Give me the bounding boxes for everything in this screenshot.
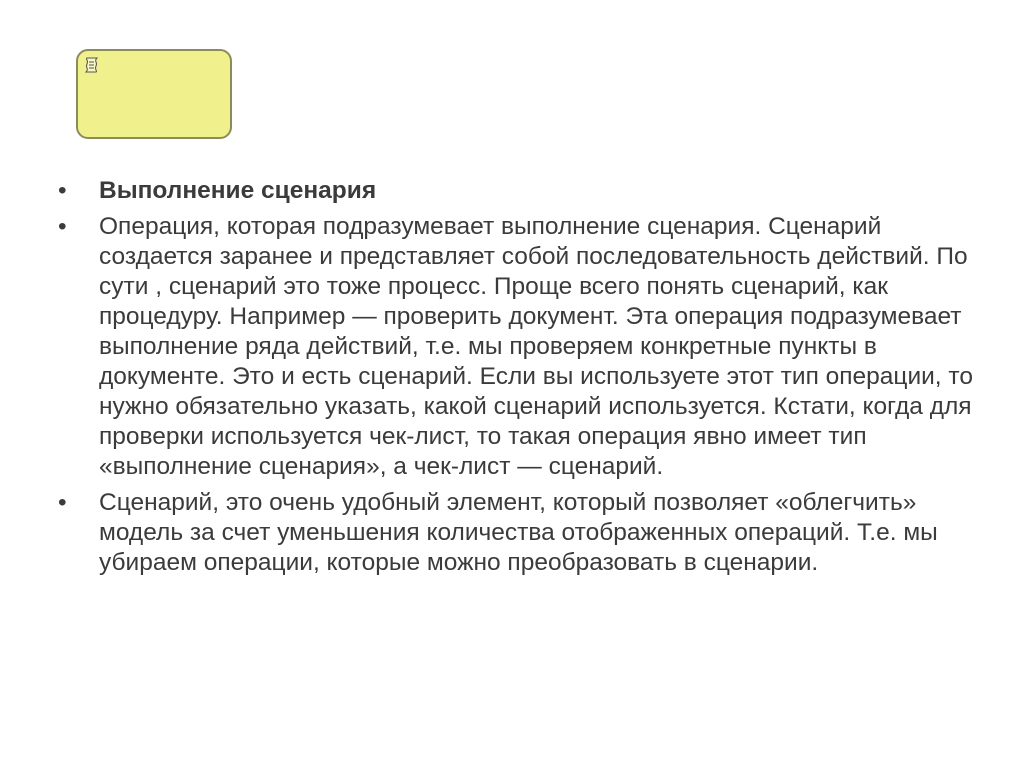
bullet-text: Операция, которая подразумевает выполнение сценария. Сценарий создается заранее и представляет собой последовательность действий. По сути , сценарий это тоже процесс. Проще всего понять сценарий, как процедуру. Например — проверить документ. Эта операция подразумевает выполнение ряда действий, т.е. мы проверяем конкретные пункты в документе. Это и есть сценарий. Если вы используете этот тип операции, то нужно обязательно указать, какой сценарий используется. Кстати, когда для проверки используется чек-лист, то такая операция явно имеет тип «выполнение сценария», а чек-лист — сценарий. (99, 213, 973, 480)
bullet-item (58, 176, 978, 206)
script-task-shape (76, 49, 232, 139)
bullet-marker: • (58, 213, 67, 240)
bullet-heading: Выполнение сценария (99, 177, 377, 204)
bullet-item (58, 488, 978, 578)
scroll-icon (83, 56, 101, 74)
bullet-marker: • (58, 489, 67, 516)
bullet-marker: • (58, 177, 67, 204)
bullet-list (58, 176, 978, 584)
bullet-text: Сценарий, это очень удобный элемент, который позволяет «облегчить» модель за счет уменьшения количества отображенных операций. Т.е. мы убираем операции, которые можно преобразовать в сценарии. (99, 489, 938, 576)
bullet-item (58, 212, 978, 482)
